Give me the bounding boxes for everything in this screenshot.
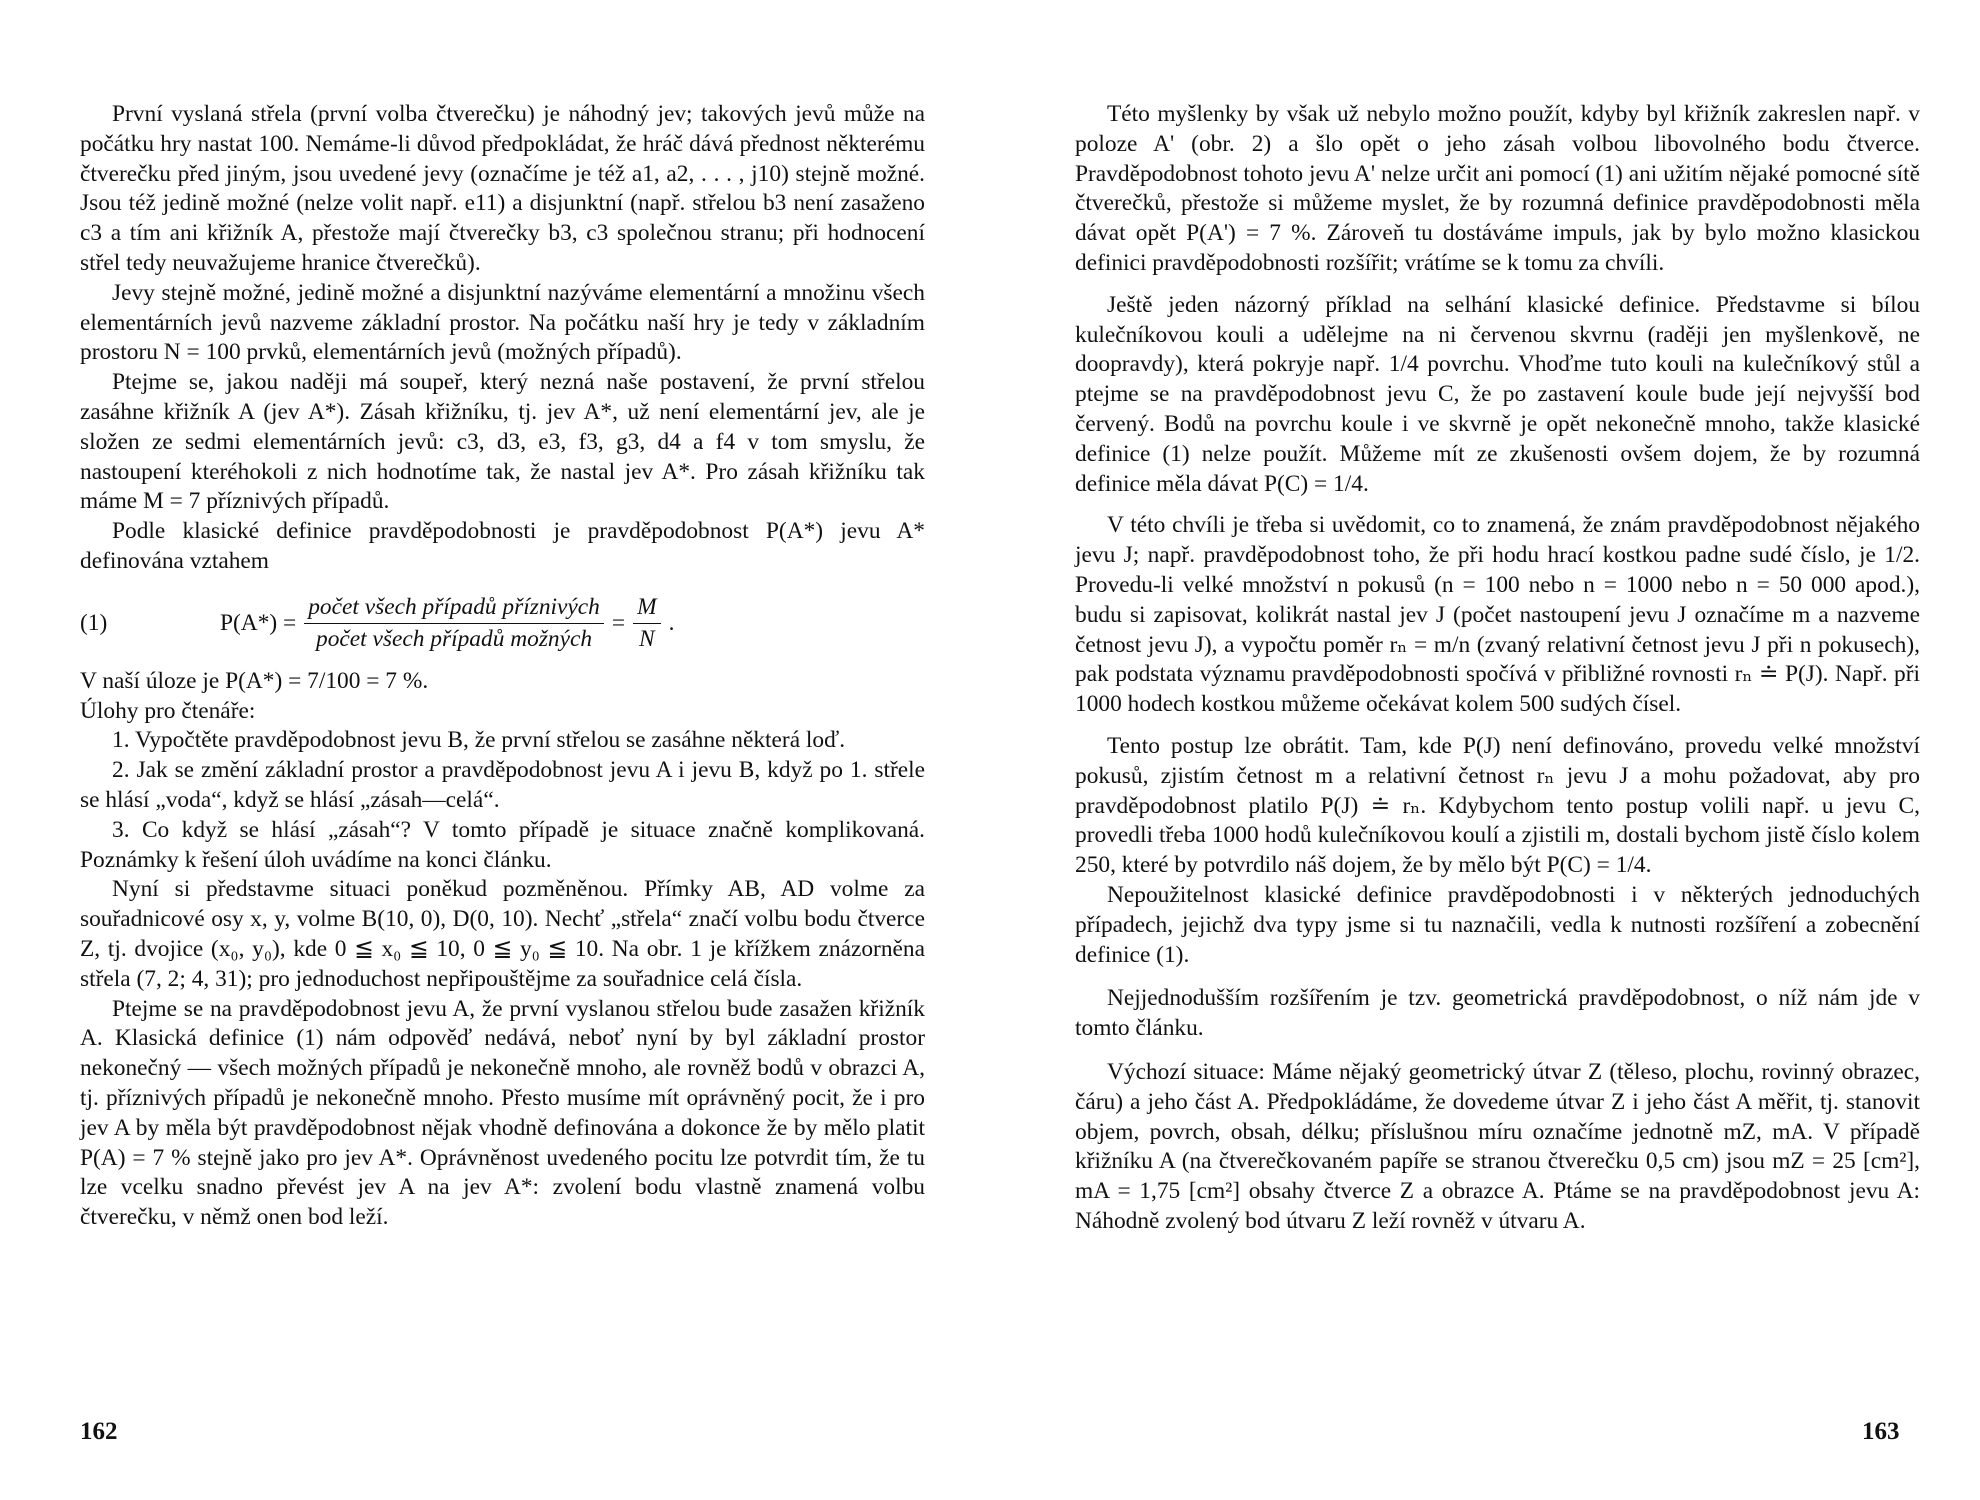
task-item: 3. Co když se hlásí „zásah“? V tomto případě je situace značně komplikovaná. Poznámky k řešení úloh uvádíme na konci článku.: [80, 816, 925, 873]
paragraph: Jevy stejně možné, jedině možné a disjunktní nazýváme elementární a množinu všech elementárních jevů nazveme základní prostor. Na počátku naší hry je tedy v základním prostoru N = 100 prvků, elementárních jevů (možných případů).: [80, 279, 925, 366]
fraction-numerator: počet všech případů příznivých: [304, 594, 604, 624]
fraction-words: [304, 594, 604, 653]
paragraph: V této chvíli je třeba si uvědomit, co to znamená, že znám pravděpodobnost nějakého jevu J; např. pravděpodobnost toho, že při hodu hrací kostkou padne sudé číslo, je 1/2. Provedu-li velké množství n pokusů (n = 100 nebo n = 1000 nebo n = 50 000 apod.), budu si zapisovat, kolikrát nastal jev J (počet nastoupení jevu J označíme m a nazveme četnost jevu J), a vypočtu poměr rₙ = m/n (zvaný relativní četnost jevu J při n pokusech), pak podstata významu pravděpodobnosti spočívá v přibližné rovnosti rₙ ≐ P(J). Např. při 1000 hodech kostkou můžeme očekávat kolem 500 sudých čísel.: [1075, 512, 1920, 718]
task-item: 1. Vypočtěte pravděpodobnost jevu B, že první střelou se zasáhne některá loď.: [112, 727, 846, 754]
page-number: 163: [1862, 1418, 1900, 1445]
page-number: 162: [80, 1418, 118, 1445]
paragraph: První vyslaná střela (první volba čtverečku) je náhodný jev; takových jevů může na počátku hry nastat 100. Nemáme-li důvod předpokládat, že hráč dává přednost některému čtverečku před jiným, jsou uvedené jevy (označíme je též a1, a2, . . . , j10) stejně možné. Jsou též jedině možné (nelze volit např. e11) a disjunktní (např. střelou b3 není zasaženo c3 a tím ani křižník A, přestože mají čtverečky b3, c3 společnou stranu; při hodnocení střel tedy neuvažujeme hranice čtverečků).: [80, 101, 925, 276]
paragraph: Ptejme se, jakou naději má soupeř, který nezná naše postavení, že první střelou zasáhne křižník A (jev A*). Zásah křižníku, tj. jev A*, už není elementární jev, ale je složen ze sedmi elementárních jevů: c3, d3, e3, f3, g3, d4 a f4 v tom smyslu, že nastoupení kteréhokoli z nich hodnotíme tak, že nastal jev A*. Pro zásah křižníku tak máme M = 7 příznivých případů.: [80, 369, 925, 515]
equation-1: [80, 581, 925, 667]
paragraph: Této myšlenky by však už nebylo možno použít, kdyby byl křižník zakreslen např. v poloze A' (obr. 2) a šlo opět o jeho zásah volbou libovolného bodu čtverce. Pravděpodobnost tohoto jevu A' nelze určit ani pomocí (1) ani užitím nějaké pomocné sítě čtverečků, přestože si můžeme myslet, že by rozumná definice pravděpodobnosti měla dávat opět P(A') = 7 %. Zároveň tu dostáváme impuls, jak by bylo možno klasickou definici pravděpodobnosti rozšířit; vrátíme se k tomu za chvíli.: [1075, 101, 1920, 276]
equation-period: .: [668, 610, 675, 637]
left-page: [80, 100, 925, 1233]
paragraph: Tento postup lze obrátit. Tam, kde P(J) není definováno, provedu velké množství pokusů, zjistím četnost m a relativní četnost rₙ jevu J a mohu požadovat, aby pro pravděpodobnost platilo P(J) ≐ rₙ. Kdybychom tento postup volili např. u jevu C, provedli třeba 1000 hodů kulečníkovou koulí a zjistili m, dostali bychom jistě číslo kolem 250, které by potvrdilo náš dojem, že by mělo být P(C) = 1/4.: [1075, 732, 1920, 879]
paragraph: Nejjednodušším rozšířením je tzv. geometrická pravděpodobnost, o níž nám jde v tomto článku.: [1075, 985, 1920, 1042]
paragraph: Ještě jeden názorný příklad na selhání klasické definice. Představme si bílou kulečníkovou kouli a udělejme na ni červenou skvrnu (raději jen myšlenkově, ne doopravdy), která pokryje např. 1/4 povrchu. Vhoďme tuto kouli na kulečníkový stůl a ptejme se na pravděpodobnost jevu C, že po zastavení koule bude její nejvyšší bod červený. Bodů na povrchu koule i ve skvrně je opět nekonečně mnoho, takže klasické definice (1) nelze použít. Můžeme mít ze zkušenosti ovšem dojem, že by rozumná definice měla dávat P(C) = 1/4.: [1075, 291, 1920, 497]
tasks-heading: Úlohy pro čtenáře:: [80, 697, 256, 724]
fraction-denominator: počet všech případů možných: [316, 626, 593, 653]
paragraph: V naší úloze je P(A*) = 7/100 = 7 %.: [80, 667, 429, 694]
equals-sign: =: [611, 610, 626, 637]
task-item: 2. Jak se změní základní prostor a pravděpodobnost jevu A i jevu B, když po 1. střele se hlásí „voda“, když se hlásí „zásah—celá“.: [80, 757, 925, 813]
equation-number: (1): [80, 610, 108, 637]
paragraph: Nepoužitelnost klasické definice pravděpodobnosti i v některých jednoduchých případech, jejichž dva typy jsme si tu naznačili, vedla k nutnosti rozšíření a zobecnění definice (1).: [1075, 881, 1920, 968]
right-page: [1075, 100, 1920, 1237]
paragraph: Nyní si představme situaci poněkud pozměněnou. Přímky AB, AD volme za souřadnicové osy x, y, volme B(10, 0), D(0, 10). Nechť „střela“ značí volbu bodu čtverce Z, tj. dvojice (x₀, y₀), kde 0 ≦ x₀ ≦ 10, 0 ≦ y₀ ≦ 10. Na obr. 1 je křížkem znázorněna střela (7, 2; 4, 31); pro jednoduchost nepřipouštějme za souřadnice celá čísla.: [80, 876, 925, 992]
paragraph: Výchozí situace: Máme nějaký geometrický útvar Z (těleso, plochu, rovinný obrazec, čáru) a jeho část A. Předpokládáme, že dovedeme útvar Z i jeho část A měřit, tj. stanovit objem, povrch, obsah, délku; příslušnou míru označíme jednotně mZ, mA. V případě křižníku A (na čtverečkovaném papíře se stranou čtverečku 0,5 cm) jsou mZ = 25 [cm²], mA = 1,75 [cm²] obsahy čtverce Z a obrazce A. Ptáme se na pravděpodobnost jevu A: Náhodně zvolený bod útvaru Z leží rovněž v útvaru A.: [1075, 1058, 1920, 1234]
paragraph: Ptejme se na pravděpodobnost jevu A, že první vyslanou střelou bude zasažen křižník A. Klasická definice (1) nám odpověď nedává, neboť nyní by byl základní prostor nekonečný — všech možných případů je nekonečně mnoho, ale rovněž bodů v obrazci A, tj. příznivých případů je nekonečně mnoho. Přesto musíme mít oprávněný pocit, že i pro jev A by měla být pravděpodobnost nějak vhodně definována a dokonce že by mělo platit P(A) = 7 % stejně jako pro jev A*. Oprávněnost uvedeného pocitu lze potvrdit tím, že tu lze vcelku snadno převést jev A na jev A*: zvolení bodu vlastně znamená volbu čtverečku, v němž onen bod leží.: [80, 995, 925, 1231]
fraction-numerator-m: M: [633, 594, 661, 624]
equation-lhs: P(A*) =: [220, 610, 297, 637]
paragraph: Podle klasické definice pravděpodobnosti je pravděpodobnost P(A*) jevu A* definována vztahem: [80, 518, 925, 574]
fraction-symbols: [633, 594, 661, 653]
fraction-denominator-n: N: [639, 626, 655, 653]
